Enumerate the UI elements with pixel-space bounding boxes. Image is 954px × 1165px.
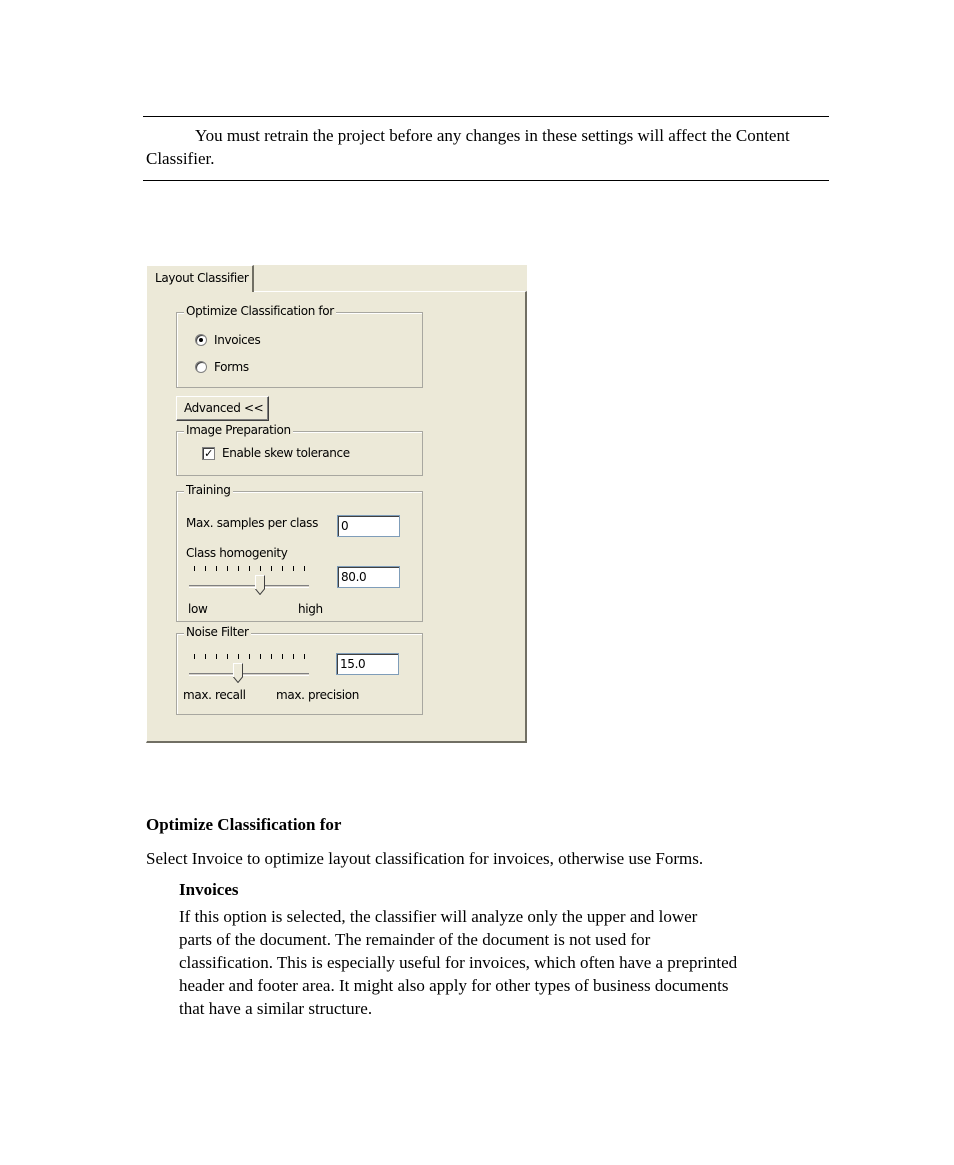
- image-preparation-legend: Image Preparation: [186, 423, 291, 437]
- slider-tick: [205, 654, 206, 659]
- top-rule: [143, 116, 829, 117]
- slider-tick: [216, 654, 217, 659]
- noise-filter-group: [176, 625, 423, 715]
- max-samples-label: Max. samples per class: [186, 516, 318, 530]
- slider-tick: [282, 654, 283, 659]
- retrain-note: You must retrain the project before any changes in these settings will affect the Content Classifier.: [146, 126, 790, 168]
- slider-tick: [271, 654, 272, 659]
- section-heading: Optimize Classification for: [146, 815, 342, 834]
- skew-tolerance-checkbox[interactable]: ✓: [202, 447, 215, 460]
- slider-thumb[interactable]: [255, 575, 265, 595]
- slider-tick: [282, 566, 283, 571]
- image-preparation-group: [176, 423, 423, 476]
- slider-tick: [194, 566, 195, 571]
- advanced-toggle-button[interactable]: Advanced <<: [176, 396, 269, 421]
- slider-track: [189, 585, 309, 588]
- training-group: [176, 483, 423, 622]
- invoices-radio-label[interactable]: Invoices: [214, 333, 261, 347]
- slider-tick: [227, 566, 228, 571]
- noise-filter-input[interactable]: 15.0: [336, 653, 399, 675]
- tab-layout-classifier[interactable]: Layout Classifier: [146, 265, 254, 292]
- class-homogenity-slider[interactable]: [189, 566, 309, 596]
- max-samples-input[interactable]: 0: [337, 515, 400, 537]
- layout-classifier-dialog: [146, 265, 527, 743]
- slider-tick: [293, 654, 294, 659]
- slider-track: [189, 673, 309, 676]
- description-line: that have a similar structure.: [179, 999, 373, 1018]
- invoices-subheading: Invoices: [179, 880, 239, 899]
- homogenity-high-label: high: [298, 602, 323, 616]
- slider-tick: [227, 654, 228, 659]
- description-line: classification. This is especially useful for invoices, which often have a preprinted: [179, 953, 738, 972]
- invoices-description: [179, 905, 839, 1020]
- slider-tick: [238, 654, 239, 659]
- class-homogenity-input[interactable]: 80.0: [337, 566, 400, 588]
- homogenity-low-label: low: [188, 602, 208, 616]
- noise-filter-slider[interactable]: [189, 654, 309, 684]
- training-legend: Training: [186, 483, 231, 497]
- forms-radio-label[interactable]: Forms: [214, 360, 249, 374]
- slider-thumb[interactable]: [233, 663, 243, 683]
- slider-tick: [304, 654, 305, 659]
- slider-tick: [249, 654, 250, 659]
- description-line: parts of the document. The remainder of the document is not used for: [179, 930, 651, 949]
- slider-tick: [249, 566, 250, 571]
- slider-tick: [293, 566, 294, 571]
- slider-tick: [205, 566, 206, 571]
- description-line: If this option is selected, the classifier will analyze only the upper and lower: [179, 907, 698, 926]
- optimize-group-legend: Optimize Classification for: [186, 304, 334, 318]
- max-precision-label: max. precision: [276, 688, 360, 702]
- slider-tick: [216, 566, 217, 571]
- class-homogenity-label: Class homogenity: [186, 546, 288, 560]
- forms-radio[interactable]: [195, 361, 207, 373]
- slider-tick: [260, 566, 261, 571]
- tab-panel: [146, 291, 527, 743]
- max-recall-label: max. recall: [183, 688, 246, 702]
- slider-tick: [271, 566, 272, 571]
- noise-filter-legend: Noise Filter: [186, 625, 249, 639]
- description-line: header and footer area. It might also apply for other types of business documents: [179, 976, 729, 995]
- bottom-rule: [143, 180, 829, 181]
- slider-tick: [304, 566, 305, 571]
- slider-tick: [194, 654, 195, 659]
- section-intro: Select Invoice to optimize layout classification for invoices, otherwise use Forms.: [146, 849, 704, 868]
- optimize-group: [176, 304, 423, 388]
- radio-selected-dot: [199, 338, 203, 342]
- slider-tick: [260, 654, 261, 659]
- invoices-radio[interactable]: [195, 334, 207, 346]
- skew-tolerance-label[interactable]: Enable skew tolerance: [222, 446, 350, 460]
- slider-tick: [238, 566, 239, 571]
